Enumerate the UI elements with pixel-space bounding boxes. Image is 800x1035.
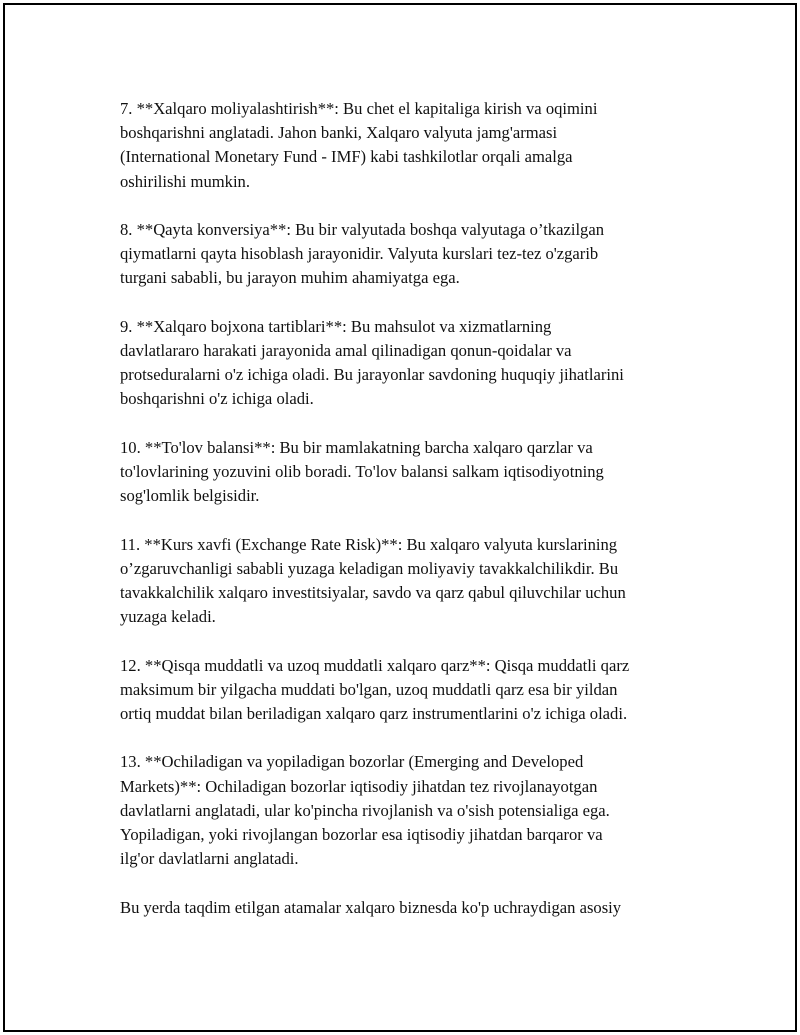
paragraph-closing: Bu yerda taqdim etilgan atamalar xalqaro biznesda ko'p uchraydigan asosiy (120, 897, 622, 917)
paragraph-item-10: 10. **To'lov balansi**: Bu bir mamlakatning barcha xalqaro qarzlar va to'lovlarining yozuvini olib boradi. To'lov balansi salkam iqtisodiyotning sog'lomlik belgisidir. (120, 437, 604, 506)
paragraph-item-11: 11. **Kurs xavfi (Exchange Rate Risk)**: Bu xalqaro valyuta kurslarining o’zgaruvchanligi sababli yuzaga keladigan moliyaviy tavakkalchilikdir. Bu tavakkalchilik xalqaro investitsiyalar, savdo va qarz qabul qiluvchilar uchun yuzaga keladi. (120, 534, 626, 627)
paragraph-item-8: 8. **Qayta konversiya**: Bu bir valyutada boshqa valyutaga o’tkazilgan qiymatlarni qayta hisoblash jarayonidir. Valyuta kurslari tez-tez o'zgarib turgani sababli, bu jarayon muhim ahamiyatga ega. (120, 220, 605, 288)
document-page (3, 3, 797, 1032)
paragraph-item-7: 7. **Xalqaro moliyalashtirish**: Bu chet el kapitaliga kirish va oqimini boshqarishni anglatadi. Jahon banki, Xalqaro valyuta jamg'armasi (International Monetary Fund - IMF) kabi tashkilotlar orqali amalga oshirilishi mumkin. (120, 99, 598, 191)
document-body (120, 97, 695, 944)
paragraph-item-9: 9. **Xalqaro bojxona tartiblari**: Bu mahsulot va xizmatlarning davlatlararo harakati jarayonida amal qilinadigan qonun-qoidalar va protseduralarni o'z ichiga oladi. Bu jarayonlar savdoning huquqiy jihatlarini boshqarishni o'z ichiga oladi. (120, 316, 624, 409)
paragraph-item-13: 13. **Ochiladigan va yopiladigan bozorlar (Emerging and Developed Markets)**: Ochiladigan bozorlar iqtisodiy jihatdan tez rivojlanayotgan davlatlarni anglatadi, ular ko'pincha rivojlanish va o'sish potensialiga ega. Yopiladigan, yoki rivojlangan bozorlar esa iqtisodiy jihatdan barqaror va ilg'or davlatlarni anglatadi. (120, 752, 610, 869)
paragraph-item-12: 12. **Qisqa muddatli va uzoq muddatli xalqaro qarz**: Qisqa muddatli qarz maksimum bir yilgacha muddati bo'lgan, uzoq muddatli qarz esa bir yildan ortiq muddat bilan beriladigan xalqaro qarz instrumentlarini o'z ichiga oladi. (120, 655, 630, 723)
